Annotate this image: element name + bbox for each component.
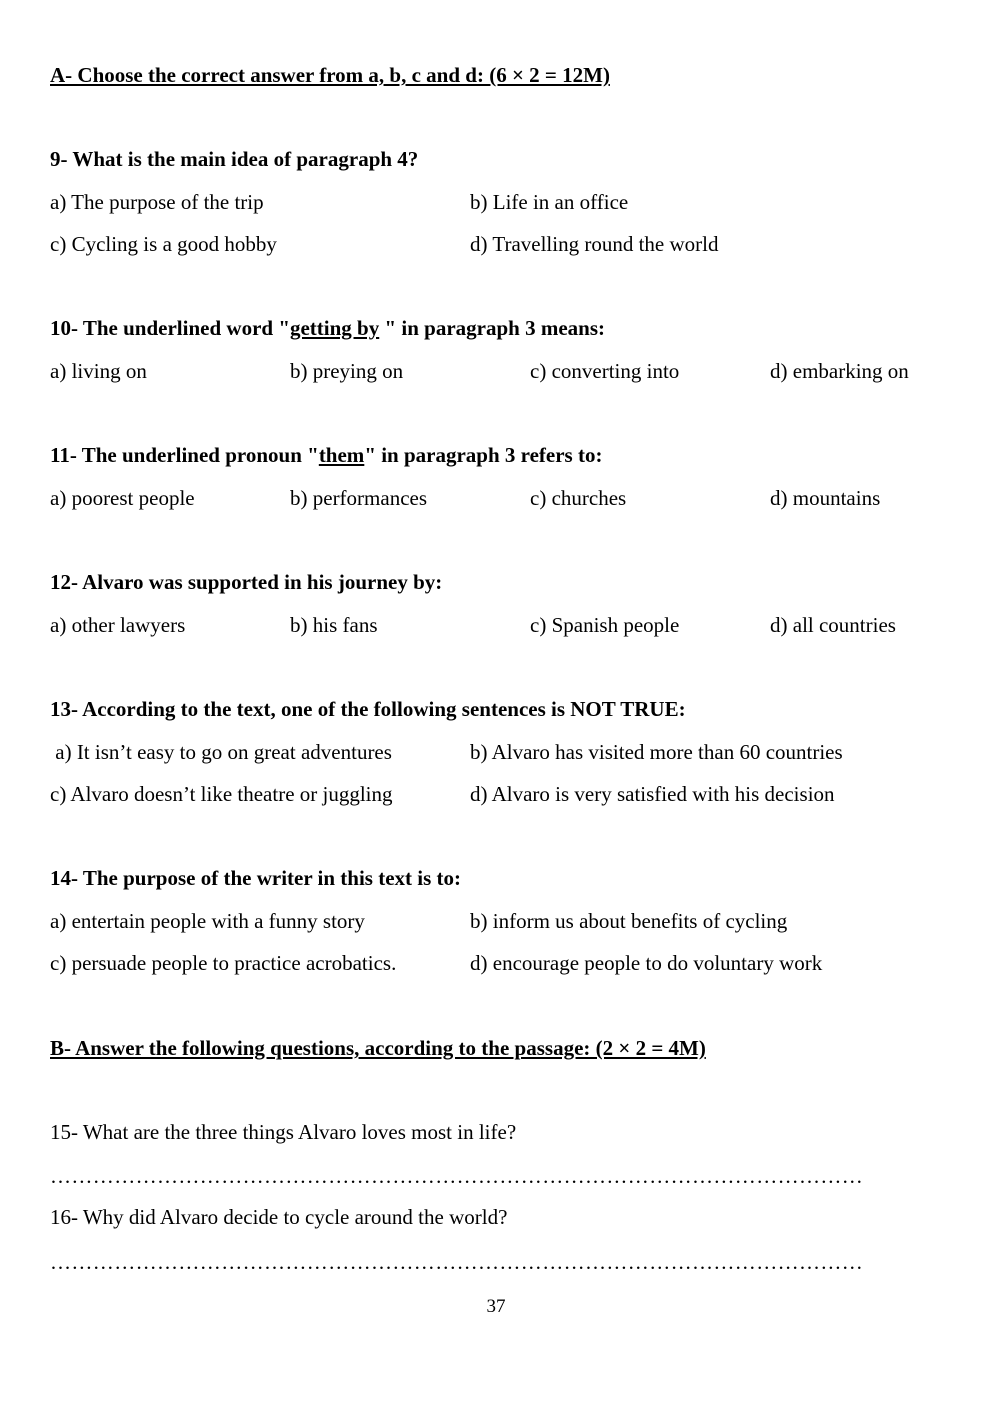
q9-option-a[interactable]: a) The purpose of the trip: [50, 190, 264, 214]
q15-answer-line[interactable]: ……………………………………………………………………………………………………: [50, 1164, 864, 1188]
page-number: 37: [486, 1296, 506, 1317]
q9-option-c[interactable]: c) Cycling is a good hobby: [50, 232, 277, 256]
q14-option-c[interactable]: c) persuade people to practice acrobatics.: [50, 951, 397, 975]
q10-underlined-word: getting by: [289, 316, 380, 340]
question-16: 16- Why did Alvaro decide to cycle around the world?: [50, 1205, 508, 1229]
q10-option-a[interactable]: a) living on: [50, 359, 147, 383]
question-9: 9- What is the main idea of paragraph 4?: [50, 147, 419, 171]
question-10: [50, 315, 605, 341]
q13-option-a[interactable]: a) It isn’t easy to go on great adventures: [50, 740, 392, 764]
question-14: 14- The purpose of the writer in this text is to:: [50, 866, 462, 890]
q9-option-b[interactable]: b) Life in an office: [470, 190, 629, 214]
section-b-heading: B- Answer the following questions, according to the passage: (2 × 2 = 4M): [50, 1036, 706, 1060]
q12-option-c[interactable]: c) Spanish people: [530, 613, 680, 637]
question-13: 13- According to the text, one of the following sentences is NOT TRUE:: [50, 697, 686, 721]
q14-option-a[interactable]: a) entertain people with a funny story: [50, 909, 365, 933]
q13-option-d[interactable]: d) Alvaro is very satisfied with his decision: [470, 782, 835, 806]
q9-option-d[interactable]: d) Travelling round the world: [470, 232, 719, 256]
q11-text-pre: 11- The underlined pronoun ": [50, 443, 319, 467]
q11-option-b[interactable]: b) performances: [290, 486, 428, 510]
q10-option-c[interactable]: c) converting into: [530, 359, 680, 383]
q11-underlined-word: them: [318, 443, 365, 467]
section-a-heading: A- Choose the correct answer from a, b, c and d: (6 × 2 = 12M): [50, 63, 610, 87]
q12-option-a[interactable]: a) other lawyers: [50, 613, 186, 637]
q10-option-d[interactable]: d) embarking on: [770, 359, 909, 383]
q14-option-d[interactable]: d) encourage people to do voluntary work: [470, 951, 823, 975]
q10-option-b[interactable]: b) preying on: [290, 359, 404, 383]
q14-option-b[interactable]: b) inform us about benefits of cycling: [470, 909, 788, 933]
q12-option-b[interactable]: b) his fans: [290, 613, 378, 637]
q10-text-pre: 10- The underlined word ": [50, 316, 290, 340]
q11-text-post: " in paragraph 3 refers to:: [364, 443, 603, 467]
q11-option-c[interactable]: c) churches: [530, 486, 627, 510]
q13-option-c[interactable]: c) Alvaro doesn’t like theatre or juggling: [50, 782, 393, 806]
q12-option-d[interactable]: d) all countries: [770, 613, 896, 637]
question-12: 12- Alvaro was supported in his journey by:: [50, 570, 443, 594]
q10-text-post: " in paragraph 3 means:: [379, 316, 605, 340]
question-11: [50, 442, 602, 468]
q16-answer-line[interactable]: ……………………………………………………………………………………………………: [50, 1250, 864, 1274]
q11-option-a[interactable]: a) poorest people: [50, 486, 195, 510]
q11-option-d[interactable]: d) mountains: [770, 486, 881, 510]
question-15: 15- What are the three things Alvaro loves most in life?: [50, 1120, 517, 1144]
q13-option-b[interactable]: b) Alvaro has visited more than 60 countries: [470, 740, 843, 764]
